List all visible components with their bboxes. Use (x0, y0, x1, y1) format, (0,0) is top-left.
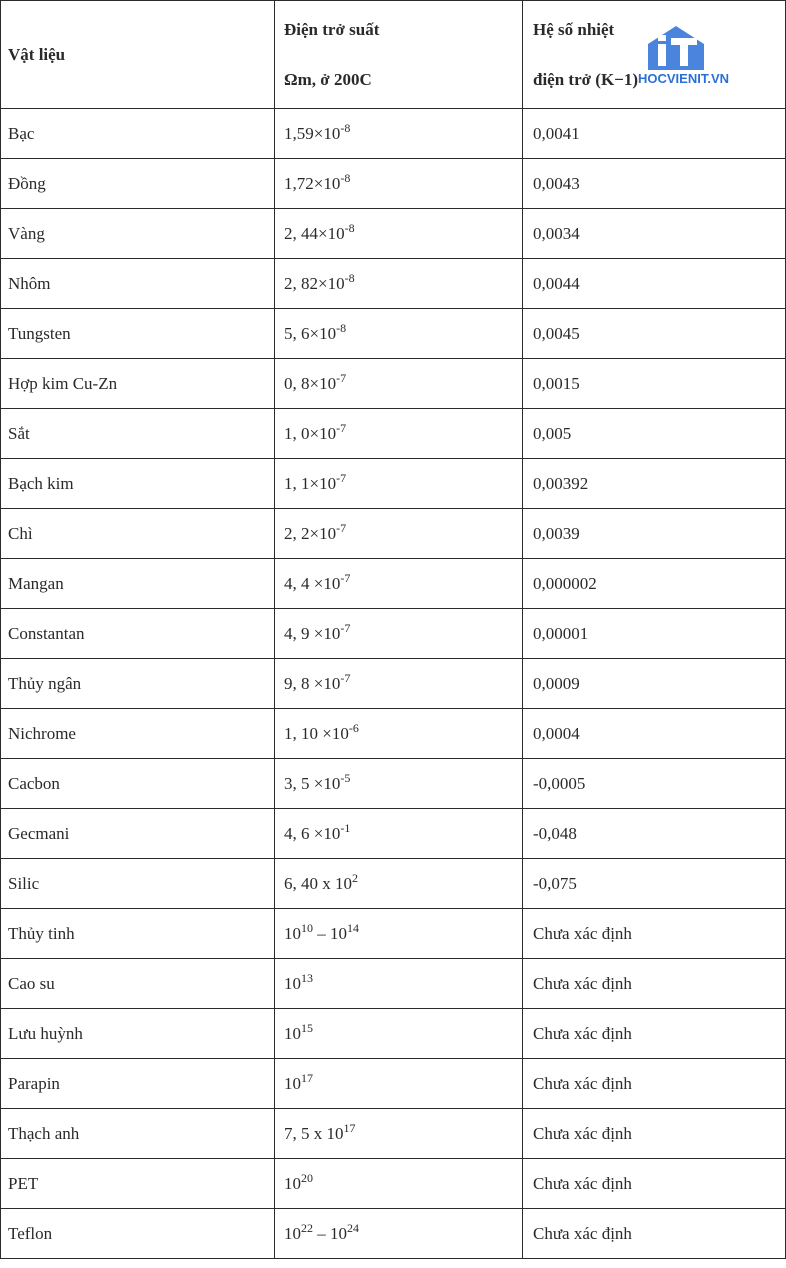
resistivity-value: 2, 2×10 (284, 523, 337, 543)
resistivity-value: 1,72×10 (284, 173, 341, 193)
table-row (1, 1159, 786, 1209)
resistivity-value: 10 (284, 973, 301, 993)
material-name: Cao su (8, 973, 55, 993)
material-cell (1, 1009, 275, 1059)
resistivity-value: 1, 0×10 (284, 423, 337, 443)
material-name: Đồng (8, 173, 46, 193)
material-cell (1, 959, 275, 1009)
resistivity-exponent: -8 (344, 270, 355, 285)
material-cell (1, 609, 275, 659)
resistivity-value: 10 (284, 923, 301, 943)
logo-text: HOCVIENIT.VN (638, 71, 730, 86)
resistivity-cell (275, 159, 523, 209)
resistivity-value: 7, 5 x 10 (284, 1123, 344, 1143)
material-cell (1, 459, 275, 509)
header-material (1, 1, 275, 109)
material-name: Constantan (8, 623, 85, 643)
coefficient-value: 0,005 (533, 423, 572, 443)
material-cell (1, 309, 275, 359)
resistivity-exponent: -7 (336, 370, 347, 385)
coefficient-value: 0,0041 (533, 123, 580, 143)
coefficient-value: Chưa xác định (533, 1173, 632, 1193)
material-name: Thủy ngân (8, 673, 82, 693)
material-cell (1, 409, 275, 459)
resistivity-value: 1,59×10 (284, 123, 341, 143)
table-row (1, 1109, 786, 1159)
resistivity-cell (275, 1109, 523, 1159)
resistivity-cell (275, 709, 523, 759)
resistivity-value: 4, 6 ×10 (284, 823, 341, 843)
table-row (1, 159, 786, 209)
material-name: Teflon (8, 1223, 53, 1243)
material-name: Tungsten (8, 323, 71, 343)
table-row (1, 759, 786, 809)
resistivity-exponent: 17 (343, 1120, 356, 1135)
material-cell (1, 559, 275, 609)
resistivity-value: 9, 8 ×10 (284, 673, 341, 693)
coefficient-cell (523, 159, 786, 209)
material-name: Parapin (8, 1073, 60, 1093)
material-name: Chì (8, 523, 33, 543)
material-cell (1, 709, 275, 759)
coefficient-value: 0,0043 (533, 173, 580, 193)
coefficient-cell (523, 909, 786, 959)
table-row (1, 309, 786, 359)
table-row (1, 359, 786, 409)
coefficient-cell (523, 409, 786, 459)
resistivity-exponent: 17 (301, 1070, 313, 1085)
coefficient-value: 0,0039 (533, 523, 580, 543)
resistivity-value: 10 (284, 1073, 301, 1093)
coefficient-cell (523, 609, 786, 659)
resistivity-cell (275, 1059, 523, 1109)
table-row (1, 809, 786, 859)
coefficient-value: 0,000002 (533, 573, 597, 593)
resistivity-value: 1, 1×10 (284, 473, 337, 493)
resistivity-cell (275, 209, 523, 259)
resistivity-value: 10 (284, 1173, 301, 1193)
table-row (1, 509, 786, 559)
coefficient-value: Chưa xác định (533, 1023, 632, 1043)
table-row (1, 109, 786, 159)
resistivity-cell (275, 1159, 523, 1209)
resistivity-exponent: 13 (301, 970, 313, 985)
resistivity-cell (275, 859, 523, 909)
table-row (1, 609, 786, 659)
material-cell (1, 159, 275, 209)
resistivity-exponent: 2 (352, 870, 358, 885)
material-cell (1, 259, 275, 309)
material-name: Nhôm (8, 273, 51, 293)
resistivity-exponent-2: 14 (347, 920, 359, 935)
resistivity-exponent: -7 (336, 520, 347, 535)
coefficient-value: -0,075 (533, 873, 577, 893)
resistivity-value: 10 (284, 1023, 301, 1043)
table-row (1, 909, 786, 959)
resistivity-exponent: 20 (301, 1170, 313, 1185)
resistivity-cell (275, 759, 523, 809)
material-name: Silic (8, 873, 40, 893)
material-cell (1, 359, 275, 409)
resistivity-cell (275, 1209, 523, 1259)
coefficient-value: 0,0004 (533, 723, 580, 743)
coefficient-value: -0,048 (533, 823, 577, 843)
resistivity-exponent: 10 (301, 920, 313, 935)
coefficient-cell (523, 309, 786, 359)
material-name: Thạch anh (8, 1123, 80, 1143)
resistivity-cell (275, 109, 523, 159)
material-name: Gecmani (8, 823, 70, 843)
resistivity-exponent: -8 (340, 170, 351, 185)
resistivity-exponent: 15 (301, 1020, 313, 1035)
material-cell (1, 859, 275, 909)
coefficient-value: Chưa xác định (533, 1123, 632, 1143)
table-row (1, 709, 786, 759)
coefficient-cell (523, 259, 786, 309)
table-row (1, 859, 786, 909)
resistivity-cell (275, 359, 523, 409)
coefficient-cell (523, 209, 786, 259)
table-row (1, 659, 786, 709)
resistivity-exponent: -1 (340, 820, 351, 835)
coefficient-value: Chưa xác định (533, 973, 632, 993)
table-row (1, 1209, 786, 1259)
resistivity-value: 3, 5 ×10 (284, 773, 341, 793)
resistivity-cell (275, 459, 523, 509)
coefficient-value: -0,0005 (533, 773, 586, 793)
resistivity-cell (275, 659, 523, 709)
resistivity-cell (275, 609, 523, 659)
coefficient-value: 0,00392 (533, 473, 589, 493)
material-cell (1, 1059, 275, 1109)
material-cell (1, 509, 275, 559)
table-row (1, 409, 786, 459)
resistivity-exponent-2: 24 (347, 1220, 359, 1235)
coefficient-value: 0,0045 (533, 323, 580, 343)
resistivity-exponent: -8 (340, 120, 351, 135)
resistivity-cell (275, 809, 523, 859)
coefficient-cell (523, 809, 786, 859)
resistivity-exponent: 22 (301, 1220, 313, 1235)
coefficient-cell (523, 1059, 786, 1109)
material-name: Vàng (8, 223, 45, 243)
coefficient-value: 0,0034 (533, 223, 580, 243)
resistivity-cell (275, 309, 523, 359)
resistivity-value: 2, 44×10 (284, 223, 345, 243)
resistivity-exponent: -5 (340, 770, 351, 785)
resistivity-exponent: -8 (336, 320, 347, 335)
material-cell (1, 1209, 275, 1259)
material-name: Hợp kim Cu-Zn (8, 373, 118, 393)
resistivity-exponent: -8 (344, 220, 355, 235)
coefficient-cell (523, 1009, 786, 1059)
material-name: Bạch kim (8, 473, 74, 493)
table-row (1, 209, 786, 259)
coefficient-cell (523, 1159, 786, 1209)
material-name: Nichrome (8, 723, 76, 743)
resistivity-cell (275, 509, 523, 559)
header-resistivity (275, 1, 523, 109)
resistivity-value: 4, 4 ×10 (284, 573, 341, 593)
resistivity-cell (275, 409, 523, 459)
coefficient-value: Chưa xác định (533, 923, 632, 943)
material-name: Bạc (8, 123, 35, 143)
material-cell (1, 1159, 275, 1209)
resistivity-exponent: -7 (340, 670, 351, 685)
coefficient-value: 0,0044 (533, 273, 580, 293)
material-name: Cacbon (8, 773, 60, 793)
header-material-label: Vật liệu (8, 44, 66, 64)
table-row (1, 259, 786, 309)
resistivity-value: 1, 10 ×10 (284, 723, 349, 743)
material-name: Sắt (8, 423, 30, 443)
material-name: Mangan (8, 573, 64, 593)
resistivity-exponent: -7 (340, 570, 351, 585)
resistivity-exponent: -7 (336, 470, 347, 485)
coefficient-cell (523, 509, 786, 559)
table-row (1, 1009, 786, 1059)
resistivity-value: 2, 82×10 (284, 273, 345, 293)
header-resistivity-line2: Ωm, ở 200C (284, 69, 372, 89)
header-coef-line2: điện trở (K−1) (533, 69, 639, 89)
header-resistivity-line1: Điện trở suất (284, 19, 380, 39)
material-cell (1, 209, 275, 259)
coefficient-cell (523, 109, 786, 159)
material-cell (1, 659, 275, 709)
material-cell (1, 809, 275, 859)
table-row (1, 959, 786, 1009)
resistivity-value: 4, 9 ×10 (284, 623, 341, 643)
coefficient-cell (523, 859, 786, 909)
resistivity-value: 5, 6×10 (284, 323, 337, 343)
coefficient-value: 0,0009 (533, 673, 580, 693)
coefficient-cell (523, 1109, 786, 1159)
coefficient-cell (523, 1209, 786, 1259)
table-row (1, 459, 786, 509)
resistivity-range-sep: – 10 (313, 923, 347, 943)
resistivity-cell (275, 909, 523, 959)
resistivity-cell (275, 959, 523, 1009)
coefficient-cell (523, 359, 786, 409)
resistivity-cell (275, 259, 523, 309)
coefficient-cell (523, 759, 786, 809)
resistivity-cell (275, 1009, 523, 1059)
coefficient-value: Chưa xác định (533, 1223, 632, 1243)
material-name: Thủy tinh (8, 923, 75, 943)
material-cell (1, 909, 275, 959)
header-coef-line1: Hệ số nhiệt (533, 19, 615, 39)
hocvienit-logo (638, 22, 748, 88)
resistivity-value: 10 (284, 1223, 301, 1243)
coefficient-cell (523, 709, 786, 759)
table-row (1, 559, 786, 609)
coefficient-cell (523, 959, 786, 1009)
resistivity-exponent: -7 (336, 420, 347, 435)
coefficient-value: 0,0015 (533, 373, 580, 393)
resistivity-exponent: -7 (340, 620, 351, 635)
coefficient-value: 0,00001 (533, 623, 589, 643)
logo-mark-icon (638, 22, 748, 72)
resistivity-exponent: -6 (348, 720, 359, 735)
coefficient-cell (523, 559, 786, 609)
material-name: PET (8, 1173, 39, 1193)
coefficient-cell (523, 659, 786, 709)
material-cell (1, 759, 275, 809)
material-cell (1, 1109, 275, 1159)
table-row (1, 1059, 786, 1109)
resistivity-range-sep: – 10 (313, 1223, 347, 1243)
resistivity-cell (275, 559, 523, 609)
coefficient-value: Chưa xác định (533, 1073, 632, 1093)
resistivity-value: 0, 8×10 (284, 373, 337, 393)
material-cell (1, 109, 275, 159)
coefficient-cell (523, 459, 786, 509)
resistivity-value: 6, 40 x 10 (284, 873, 352, 893)
material-name: Lưu huỳnh (8, 1023, 83, 1043)
